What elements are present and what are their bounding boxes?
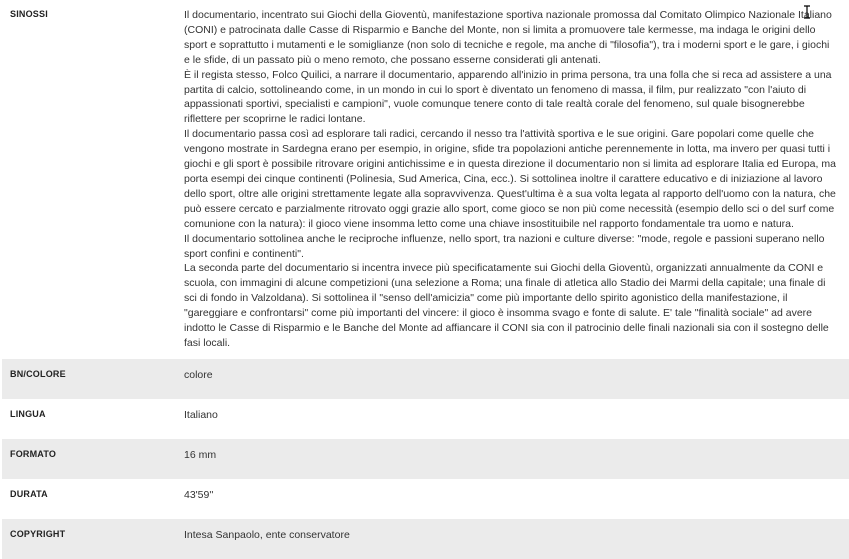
synopsis-text xyxy=(184,0,849,359)
language-label: LINGUA xyxy=(10,408,46,419)
synopsis-paragraph: Il documentario passa così ad esplorare tali radici, cercando il nesso tra l'attività sportiva e le sue origini. Gare popolari come quelle che vengono mostrate in Sardegna erano per esempio, in origine, sfide tra popolazioni antiche perennemente in lotta, ma invero per quasi tutti i giochi e gli sport è possibile ritrovare origini antichissime e in questa direzione il documentario non si limita ad esplorare Italia ed Europa, ma porta esempi dei cinque continenti (Polinesia, Sud America, Cina, ecc.). Si sottolinea inoltre il carattere educativo e di iniziazione al lavoro dello sport, oltre alle origini strettamente legate alla sopravvivenza. Quest'ultima è a sua volta legata al rapporto dell'uomo con la natura, che può essere cercato e parzialmente ritrovato oggi grazie allo sport, come gioco se non più come necessità (esempio dello sci o del surf come comunione con la natura): il gioco viene insomma letto come una chiave insostituibile nel rapporto fondamentale tra uomo e natura. xyxy=(184,128,836,230)
text-cursor-icon xyxy=(803,5,811,19)
film-metadata-table xyxy=(2,0,849,559)
synopsis-paragraph: Il documentario sottolinea anche le reciproche influenze, nello sport, tra nazioni e culture diverse: "mode, regole e passioni superano nello sport confini e continenti". xyxy=(184,232,825,260)
language-value: Italiano xyxy=(184,408,218,421)
color-label: BN/COLORE xyxy=(10,368,66,379)
language-row xyxy=(2,399,849,439)
format-row xyxy=(2,439,849,479)
synopsis-label: SINOSSI xyxy=(10,9,48,19)
format-value: 16 mm xyxy=(184,448,217,461)
duration-value: 43'59'' xyxy=(184,488,214,501)
color-row xyxy=(2,359,849,399)
synopsis-paragraph: Il documentario, incentrato sui Giochi della Gioventù, manifestazione sportiva nazionale promossa dal Comitato Olimpico Nazionale Italiano (CONI) e patrocinata dalle Casse di Risparmio e Banche del Monte, non si limita a promuovere tale kermesse, ma indaga le origini dello sport e soprattutto i mutamenti e le somiglianze (non solo di tecniche e regole, ma anche di "filosofia"), tra i moderni sport e le gare, i giochi e le sfide, di un passato più o meno remoto, che possano esserne considerati gli antenati. xyxy=(184,9,832,66)
synopsis-paragraph: La seconda parte del documentario si incentra invece più specificatamente sui Giochi della Gioventù, organizzati annualmente da CONI e scuola, con immagini di alcune competizioni (una selezione a Roma; una finale di atletica allo Stadio dei Marmi della capitale; una finale di sci di fondo in Valzoldana). Si sottolinea il "senso dell'amicizia" come più importante dello spirito agonistico della manifestazione, il "gareggiare e confrontarsi" come più importanti del vincere: il gioco è insomma svago e fonte di salute. E' tale "finalità sociale" ad avere indotto le Casse di Risparmio e le Banche del Monte ad affiancare il CONI sia con il patrocinio delle finali nazionali sia con il sostegno delle fasi locali. xyxy=(184,262,829,349)
copyright-row xyxy=(2,519,849,559)
color-value: colore xyxy=(184,368,213,381)
synopsis-row xyxy=(2,0,849,359)
synopsis-paragraph: È il regista stesso, Folco Quilici, a narrare il documentario, apparendo all'inizio in prima persona, tra una folla che si reca ad assistere a una partita di calcio, sottolineando come, in un mondo in cui lo sport è diventato un fenomeno di massa, il film, pur realizzato "con l'aiuto di appassionati sportivi, specialisti e campioni", vuole comunque tenere conto di tale realtà corale del fenomeno, sul quale bisognerebbe riflettere per scoprirne le radici lontane. xyxy=(184,68,832,126)
copyright-value: Intesa Sanpaolo, ente conservatore xyxy=(184,528,350,541)
duration-label: DURATA xyxy=(10,488,48,499)
copyright-label: COPYRIGHT xyxy=(10,528,66,539)
duration-row xyxy=(2,479,849,519)
format-label: FORMATO xyxy=(10,448,57,459)
